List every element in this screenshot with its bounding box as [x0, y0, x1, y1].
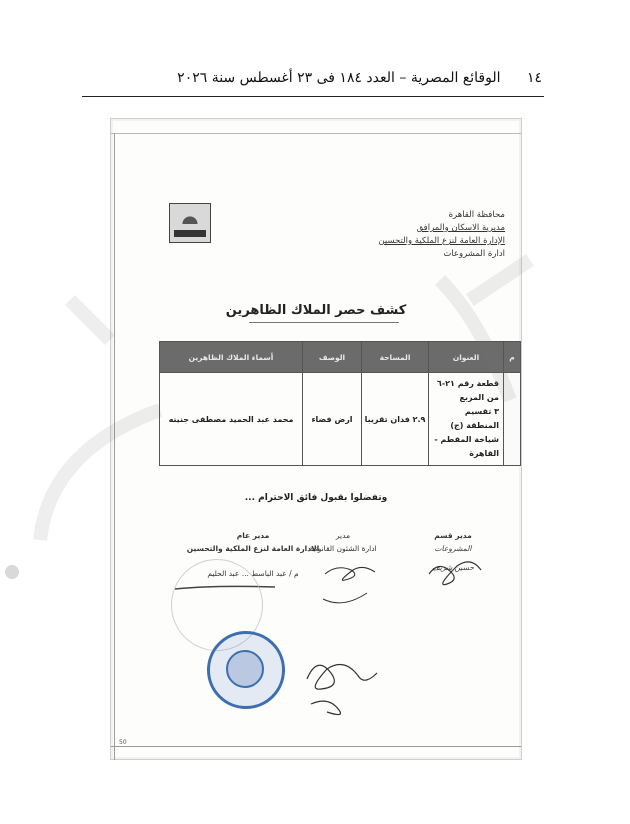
org-line-directorate: مديرية الاسكان والمرافق	[416, 223, 505, 233]
cell-description: ارض فضاء	[303, 373, 362, 466]
signature-role: مدير عام	[236, 531, 270, 540]
col-header-index: م	[504, 342, 521, 373]
signature-scribble	[311, 701, 341, 714]
watermark-stroke	[70, 300, 110, 340]
closing-line: وتفضلوا بقبول فائق الاحترام ...	[244, 493, 388, 503]
document-title: كشف حصر الملاك الظاهرين	[225, 303, 407, 318]
signature-scribble	[325, 567, 375, 580]
address-line: شياخة المقطم - القاهرة	[434, 435, 499, 458]
signature-role: مدير قسم	[434, 531, 472, 540]
org-line-projects: ادارة المشروعات	[443, 249, 505, 259]
header-title: الوقائع المصرية – العدد ١٨٤ فى ٢٣ أغسطس سنة ٢٠٢٦	[177, 70, 501, 86]
signature-name: حسين شريف	[432, 563, 474, 572]
watermark-dot	[5, 565, 19, 579]
org-line-governorate: محافظة القاهرة	[448, 210, 505, 220]
signature-scribble	[323, 593, 367, 603]
cell-owners: محمد عبد الحميد مصطفى جنينه	[160, 373, 303, 466]
official-seal-icon	[207, 631, 285, 709]
cell-area: ٢.٩ فدان تقريبا	[362, 373, 429, 466]
signature-scribble	[307, 665, 377, 690]
col-header-area: المساحة	[362, 342, 429, 373]
col-header-description: الوصف	[303, 342, 362, 373]
signature-dept: المشروعات	[434, 544, 472, 553]
scanned-document	[110, 118, 522, 760]
org-line-administration: الإدارة العامة لنزع الملكية والتحسين	[378, 236, 505, 246]
col-header-address: العنوان	[429, 342, 504, 373]
signature-role: مدير	[335, 531, 351, 540]
signature-dept: الادارة العامة لنزع الملكية والتحسين	[186, 544, 320, 553]
scan-page-marker: 50	[119, 739, 127, 746]
signature-dept: ادارة الشئون القانونية	[309, 544, 377, 553]
address-line: ٣ تقسيم المنطقة (ج)	[450, 407, 499, 430]
header-line	[82, 70, 542, 86]
header-page-number: ١٤	[526, 70, 542, 86]
col-header-owners: أسماء الملاك الظاهرين	[160, 342, 303, 373]
signature-name: م / عبد الباسط ... عبد الحليم	[207, 569, 299, 578]
header-rule	[82, 96, 544, 97]
signature-scribble	[429, 562, 481, 585]
address-line: قطعة رقم ٢١-٦ من المربع	[436, 379, 499, 402]
handwritten-signatures	[111, 119, 521, 759]
